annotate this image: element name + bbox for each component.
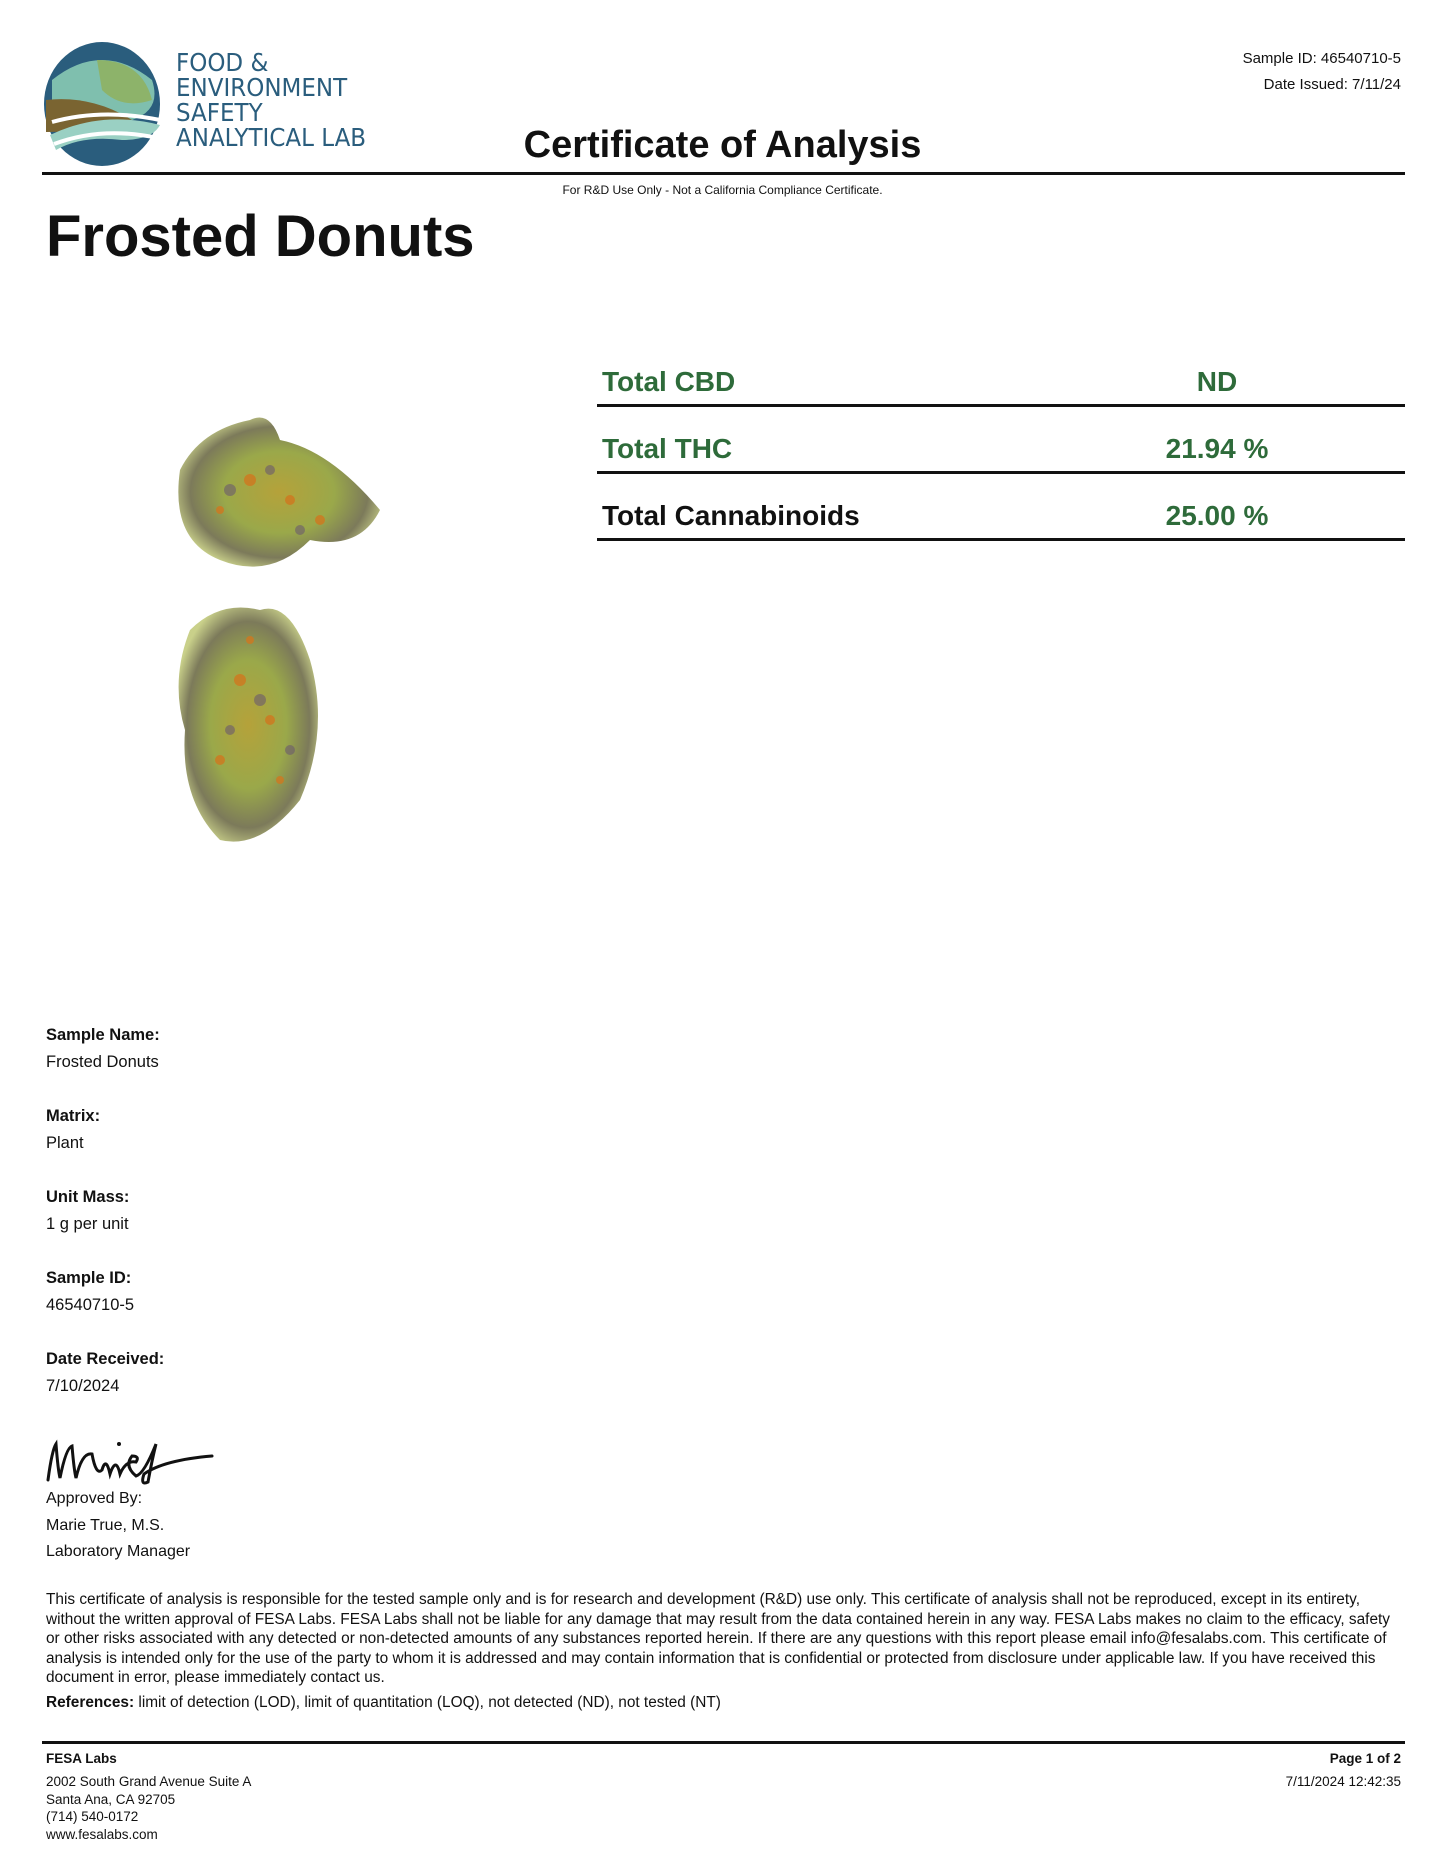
references-text: limit of detection (LOD), limit of quantitation (LOQ), not detected (ND), not tested (NT)	[134, 1694, 721, 1711]
summary-row-cbd	[597, 340, 1405, 407]
footer-phone: (714) 540-0172	[46, 1809, 139, 1825]
info-date-received	[46, 1350, 164, 1431]
approver-role: Laboratory Manager	[46, 1543, 191, 1560]
footer-address	[46, 1750, 251, 1843]
info-value: 1 g per unit	[46, 1215, 129, 1233]
footer-page-info	[1286, 1750, 1401, 1791]
info-value: Frosted Donuts	[46, 1053, 159, 1071]
footer-timestamp: 7/11/2024 12:42:35	[1285, 1774, 1401, 1790]
info-label: Matrix:	[46, 1107, 101, 1125]
disclaimer: This certificate of analysis is responsible for the tested sample only and is for research and development (R&D) use only. This certificate of analysis shall not be reproduced, except in its entirety, without the written approval of FESA Labs. FESA Labs shall not be liable for any damage that may result from the data contained herein in any way. FESA Labs makes no claim to the efficacy, safety or other risks associated with any detected or non-detected amounts of any substances reported herein. If there are any questions with this report please email info@fesalabs.com. This certificate of analysis is intended only for the use of the party to whom it is addressed and may contain information that is confidential or protected from disclosure under applicable law. If you have received this document in error, please immediately contact us.	[46, 1591, 1390, 1686]
footer-address1: 2002 South Grand Avenue Suite A	[46, 1774, 252, 1790]
page-title: Certificate of Analysis	[523, 124, 922, 166]
summary-table	[597, 340, 1405, 541]
logo-line: ANALYTICAL LAB	[176, 123, 367, 152]
summary-label: Total THC	[602, 433, 733, 464]
info-value: 46540710-5	[46, 1296, 135, 1314]
subtitle: For R&D Use Only - Not a California Compliance Certificate.	[562, 183, 883, 197]
summary-value: 25.00 %	[1165, 500, 1269, 531]
logo-line: ENVIRONMENT	[176, 73, 348, 102]
info-value: Plant	[46, 1134, 84, 1152]
signature	[44, 1430, 214, 1486]
footer-divider	[42, 1741, 1405, 1744]
footer-address2: Santa Ana, CA 92705	[46, 1791, 176, 1807]
info-label: Unit Mass:	[46, 1188, 130, 1206]
info-matrix	[46, 1107, 164, 1188]
sample-id: Sample ID: 46540710-5	[1242, 50, 1401, 67]
sample-info	[46, 1026, 164, 1431]
info-sample-id	[46, 1269, 164, 1350]
info-unit-mass	[46, 1188, 164, 1269]
summary-row-thc	[597, 407, 1405, 474]
footer-company: FESA Labs	[46, 1751, 117, 1766]
references-label: References:	[46, 1694, 135, 1711]
date-issued: Date Issued: 7/11/24	[1263, 76, 1401, 93]
summary-value: 21.94 %	[1165, 433, 1269, 464]
info-label: Sample Name:	[46, 1026, 160, 1044]
product-photo	[160, 400, 400, 860]
approver-name: Marie True, M.S.	[46, 1516, 165, 1534]
logo-line: FOOD &	[176, 48, 269, 77]
header-divider	[42, 172, 1405, 175]
header-meta	[1243, 46, 1401, 98]
summary-row-total	[597, 474, 1405, 541]
footer-website: www.fesalabs.com	[46, 1826, 158, 1842]
logo-line: SAFETY	[176, 98, 263, 127]
summary-label: Total CBD	[602, 366, 736, 397]
summary-label: Total Cannabinoids	[602, 500, 860, 531]
info-label: Sample ID:	[46, 1269, 132, 1287]
approved-by-label: Approved By:	[46, 1490, 143, 1507]
approval	[46, 1486, 190, 1566]
info-value: 7/10/2024	[46, 1377, 120, 1395]
summary-value: ND	[1196, 366, 1238, 397]
product-name: Frosted Donuts	[46, 204, 475, 269]
references	[46, 1694, 721, 1712]
info-label: Date Received:	[46, 1350, 165, 1368]
page-number: Page 1 of 2	[1329, 1751, 1401, 1766]
info-sample-name	[46, 1026, 164, 1107]
